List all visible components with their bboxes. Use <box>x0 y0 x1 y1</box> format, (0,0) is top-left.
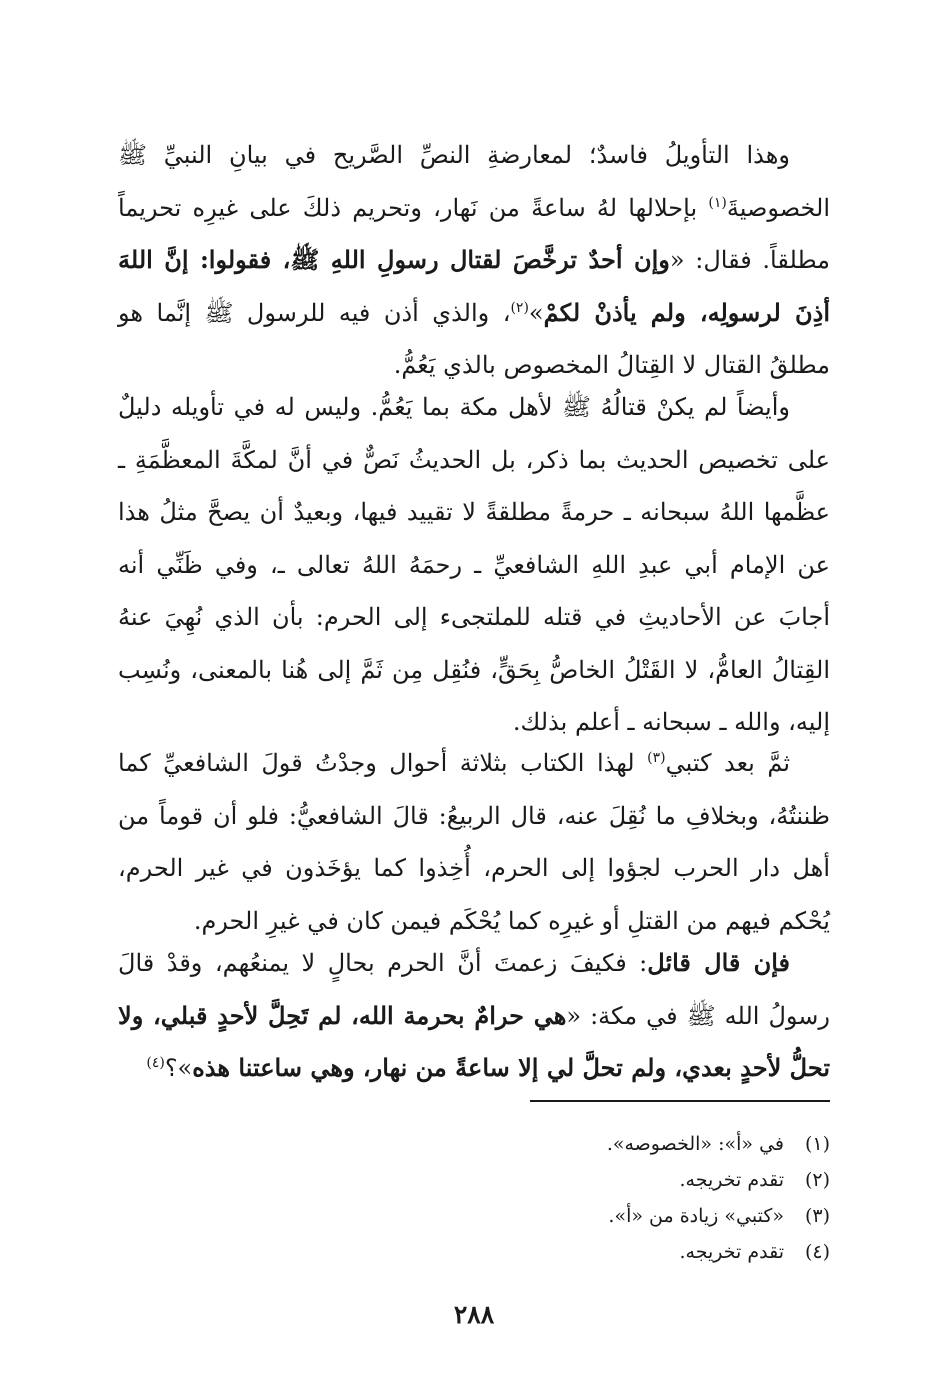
footnote-marker: (٢) <box>510 299 529 316</box>
paragraph-4 <box>118 937 830 1095</box>
emphasized-text: وإن أحدٌ ترخَّصَ لقتال رسولِ اللهِ ﷺ، فقولوا: إنَّ اللهَ أذِنَ لرسولِه، ولم يأذنْ لكمْ <box>118 245 831 327</box>
footnote-marker: (٣) <box>647 750 666 766</box>
emphasized-text: هي حرامٌ بحرمة الله، لم تَحِلَّ لأحدٍ قبلي، ولا تحلُّ لأحدٍ بعدي، ولم تحلَّ لي إلا ساعةً من نهار، وهي ساعتنا هذه <box>118 1000 830 1082</box>
footnote-4 <box>330 1234 830 1270</box>
paragraph-text <box>118 737 830 947</box>
paragraph-text <box>118 937 830 1095</box>
footnote-marker: (٤) <box>146 1055 165 1071</box>
paragraph-2 <box>118 381 830 749</box>
text-run: لهذا الكتاب بثلاثة أحوال وجدْتُ قولَ الشافعيِّ كما ظننتُهُ، وبخلافِ ما نُقِلَ عنه، قال الربيعُ: قالَ الشافعيُّ: فلو أن قوماً من أهل دار الحرب لجؤوا إلى الحرم، أُخِذوا كما يؤخَذون في غير الحرم، يُحْكم فيهم من القتلِ أو غيرِه كما يُحْكَم فيمن كان في غيرِ الحرم. <box>118 749 831 935</box>
footnotes <box>330 1126 830 1270</box>
text-run: : فكيفَ زعمتَ أنَّ الحرم بحالٍ لا يمنعُهم، وقدْ قالَ رسولُ الله ﷺ في مكة: « <box>118 949 830 1030</box>
text-run: بإحلالها لهُ ساعةً من نَهار، وتحريم ذلكَ على غيرِه تحريماً مطلقاً. فقال: « <box>118 193 830 274</box>
footnote-3 <box>330 1198 830 1234</box>
footnote-text: تقدم تخريجه. <box>679 1169 784 1191</box>
footnote-1 <box>330 1126 830 1162</box>
footnote-number: (١) <box>804 1133 830 1155</box>
footnote-marker: (١) <box>708 194 727 211</box>
text-run: وأيضاً لم يكنْ قتالُهُ ﷺ لأهل مكة بما يَعُمُّ. وليس له في تأويله دليلٌ على تخصيص الحديث بما ذكر، بل الحديثُ نَصٌّ في أنَّ لمكَّةَ المعظَّمَةِ ـ عظَّمها اللهُ سبحانه ـ حرمةً مطلقةً لا تقييد فيها، وبعيدٌ أن يصحَّ مثلُ هذا عن الإمام أبي عبدِ اللهِ الشافعيِّ ـ رحمَهُ اللهُ تعالى ـ، وفي ظَنِّي أنه أجابَ عن الأحاديثِ في قتله للملتجىء إلى الحرم: بأن الذي نُهِيَ عنهُ القِتالُ العامُّ، لا القَتْلُ الخاصُّ بِحَقٍّ، فنُقِل مِن ثَمَّ إلى هُنا بالمعنى، ونُسِب إليه، والله ـ سبحانه ـ أعلم بذلك. <box>118 393 830 736</box>
paragraph-text <box>118 129 830 392</box>
text-run: »؟ <box>164 1054 193 1082</box>
footnote-2 <box>330 1162 830 1198</box>
text-run: ثمَّ بعد كتبي <box>665 749 790 777</box>
emphasized-text: فإن قال قائل <box>647 948 790 977</box>
footnote-divider <box>530 1100 830 1102</box>
footnote-text: «كتبي» زيادة من «أ». <box>608 1205 784 1227</box>
page-number: ٢٨٨ <box>453 1300 495 1329</box>
text-run: ، والذي أذن فيه للرسول ﷺ إنَّما هو مطلقُ القتال لا القِتالُ المخصوص بالذي يَعُمُّ. <box>118 298 830 379</box>
text-run: وهذا التأويلُ فاسدٌ؛ لمعارضةِ النصِّ الصَّريح في بيانِ النبيِّ ﷺ الخصوصيةَ <box>118 141 830 222</box>
footnote-text: في «أ»: «الخصوصه». <box>606 1133 784 1155</box>
footnote-number: (٣) <box>804 1205 830 1227</box>
footnote-text: تقدم تخريجه. <box>679 1241 784 1263</box>
paragraph-1 <box>118 129 830 392</box>
footnote-number: (٢) <box>804 1169 830 1191</box>
text-run: » <box>528 298 544 327</box>
paragraph-3 <box>118 737 830 947</box>
paragraph-text <box>118 381 830 749</box>
footnote-number: (٤) <box>804 1241 830 1263</box>
